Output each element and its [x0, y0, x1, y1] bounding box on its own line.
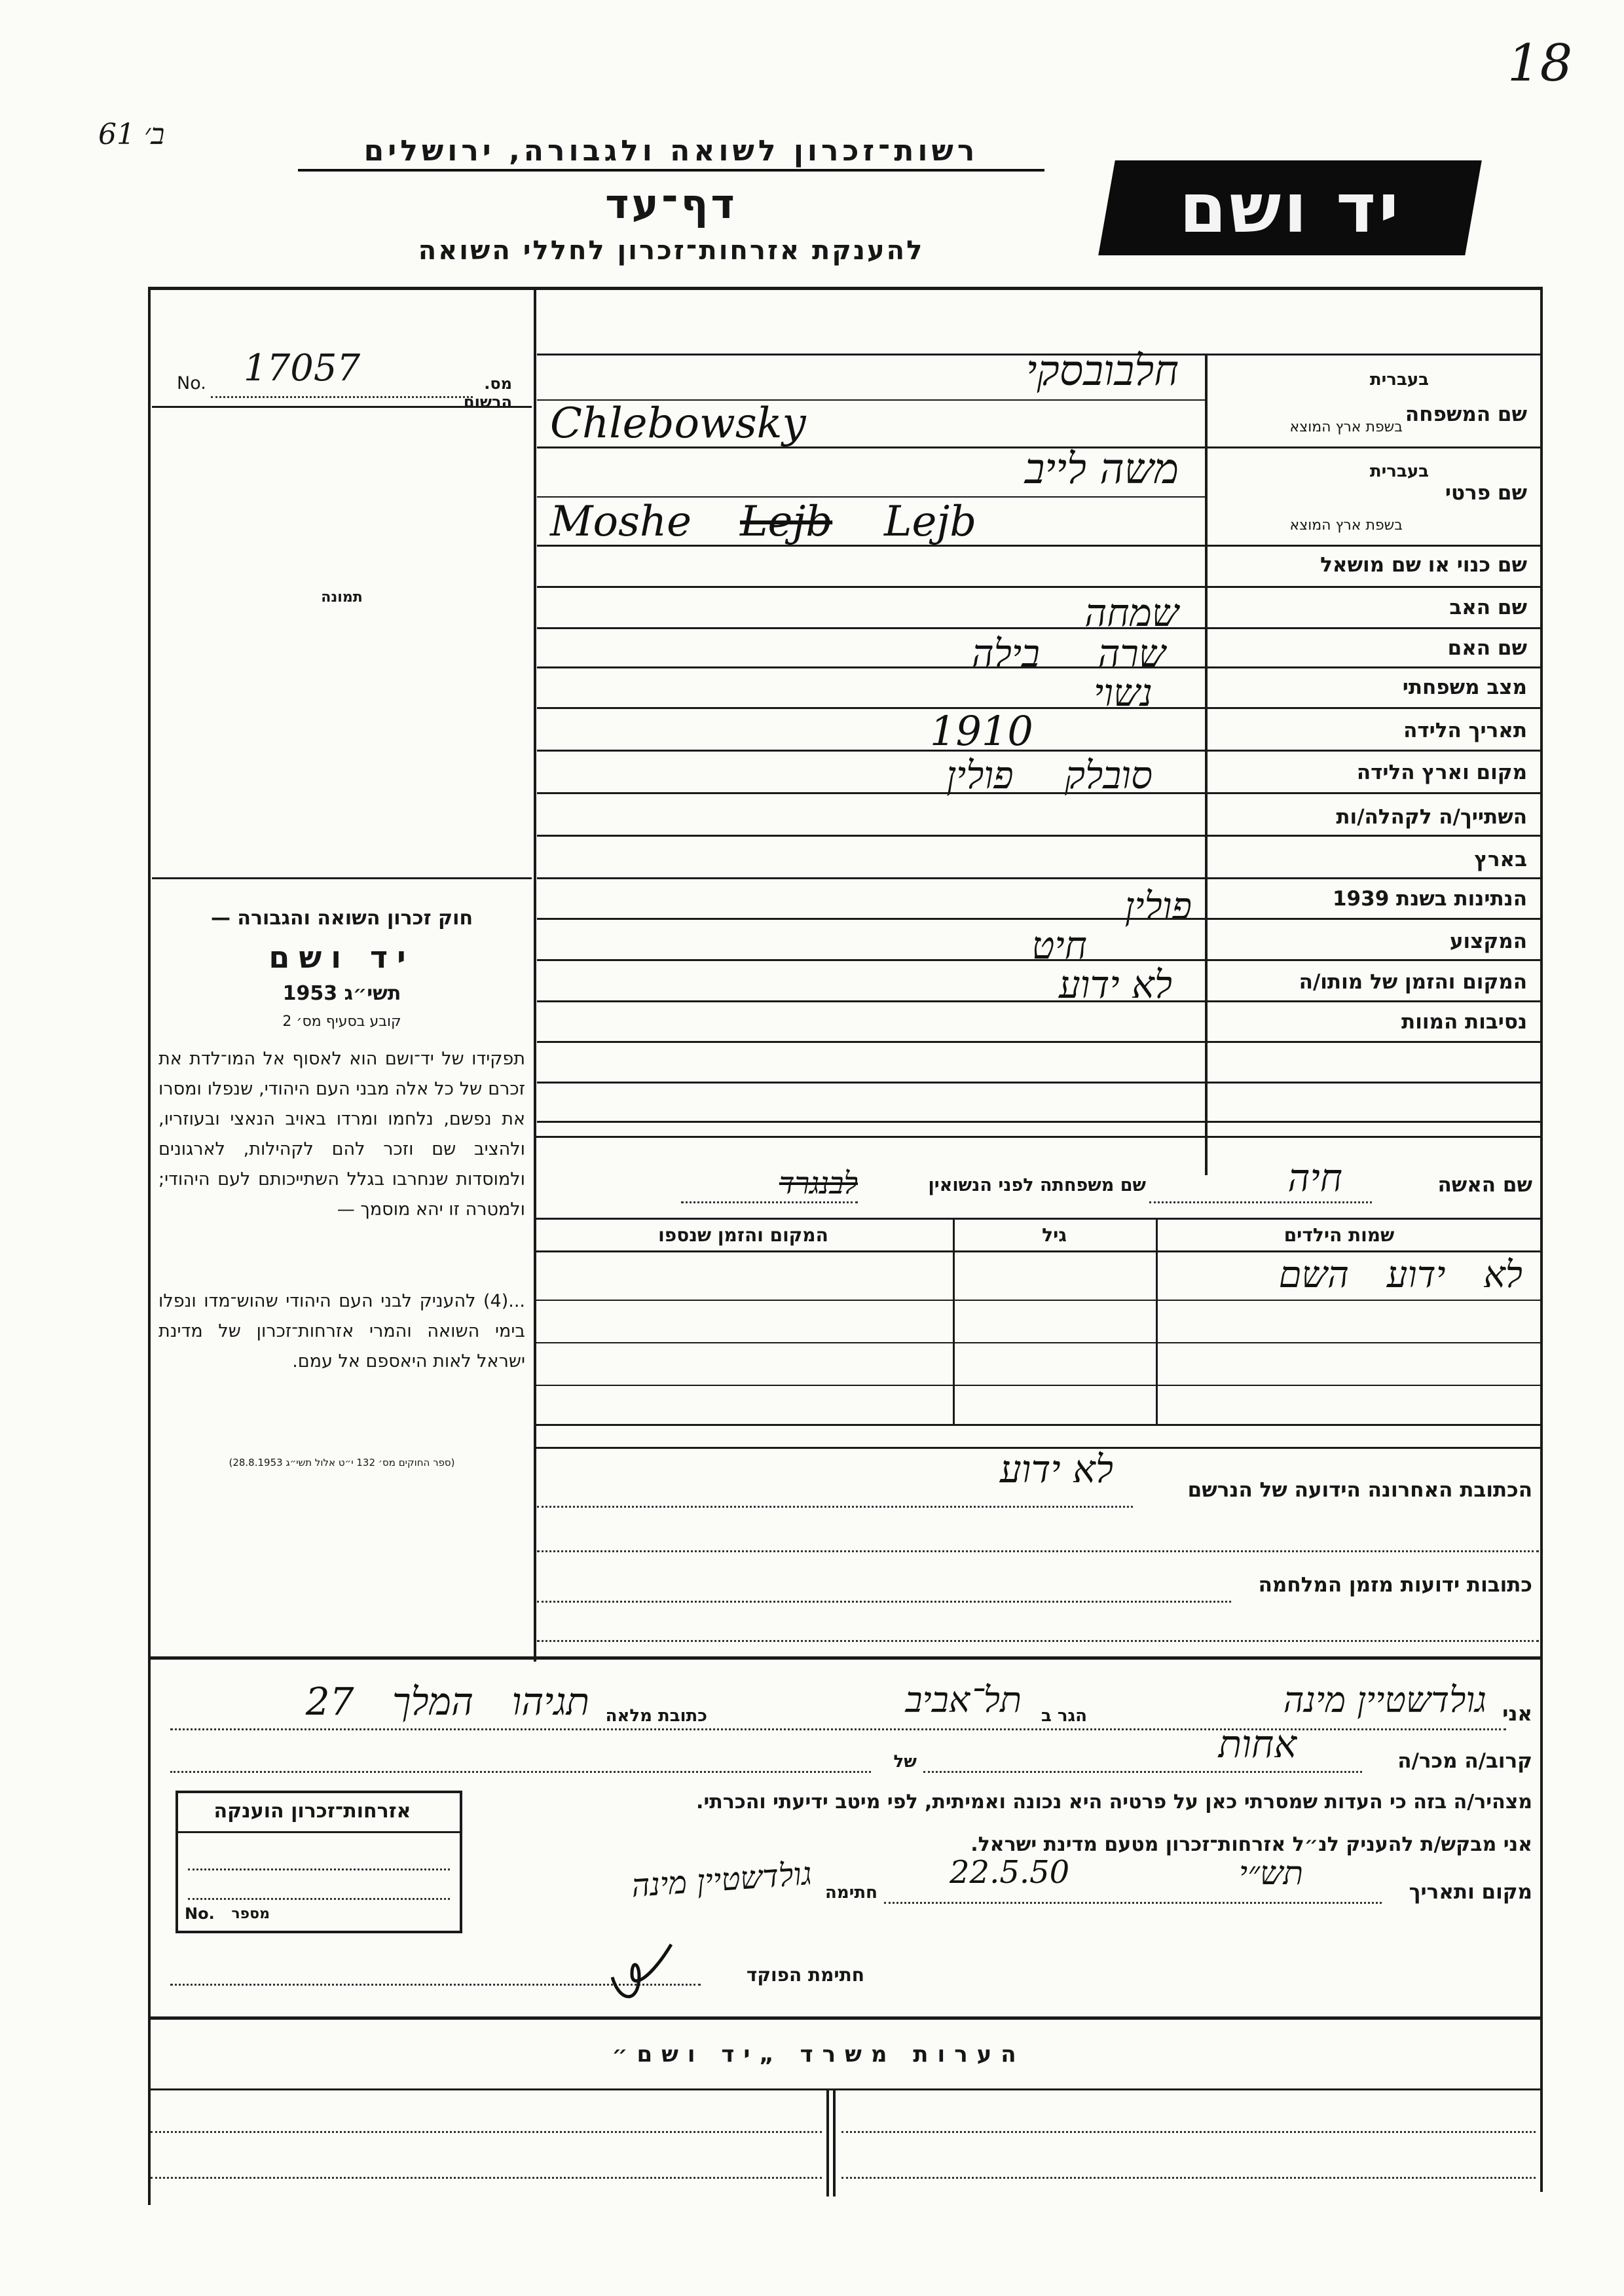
- label-country: בארץ: [1474, 848, 1527, 871]
- children-row-1-name: לא ידוע השם: [1278, 1254, 1522, 1296]
- photo-area-bottom: [152, 877, 532, 879]
- photo-area-top: [152, 406, 532, 408]
- label-last-name-hebrew: בעברית: [1369, 370, 1429, 390]
- logo-text: יד ושם: [1179, 168, 1401, 248]
- place-date-year: תש״י: [1239, 1854, 1303, 1892]
- law-year: תשי״ג 1953: [282, 982, 401, 1005]
- label-i: אני: [1502, 1702, 1532, 1726]
- wife-line: [1149, 1201, 1372, 1203]
- label-relative: קרוב/ה מכר/ה: [1397, 1749, 1532, 1773]
- last-name-hebrew: חלבובסקי: [1025, 347, 1179, 395]
- citizenship-1939: פולין: [1124, 884, 1192, 928]
- law-reference: (ספר החוקים מס׳ 132 י״ט אלול תשי״ג 28.8.1953): [229, 1457, 455, 1468]
- frame-top: [149, 287, 1543, 290]
- frame-right: [1540, 287, 1543, 2192]
- children-header-place-time: המקום והזמן שנספו: [658, 1224, 828, 1246]
- declarant-signature: גולדשטיין מינה: [630, 1855, 813, 1905]
- label-birth-place: מקום וארץ הלידה: [1356, 761, 1527, 784]
- first-name-origin-struck: Lejb: [740, 498, 833, 546]
- law-title: חוק זכרון השואה והגבורה —: [210, 907, 473, 930]
- yad-vashem-logo: [1098, 160, 1482, 255]
- label-marital-status: מצב משפחתי: [1402, 676, 1527, 699]
- photo-panel: [152, 347, 532, 1571]
- declaration-date: 22.5.50: [950, 1854, 1070, 1891]
- label-last-known-address: הכתובת האחרונה הידועה של הנרשם: [1187, 1478, 1532, 1502]
- wife-name: חיה: [1287, 1156, 1342, 1200]
- marital-status: נשוי: [1094, 670, 1153, 715]
- label-profession: המקצוע: [1449, 930, 1527, 953]
- last-known-address: לא ידוע: [999, 1447, 1113, 1491]
- label-birth-date: תאריך הלידה: [1403, 719, 1527, 742]
- reg-number-prefix: No.: [177, 373, 206, 393]
- first-name-hebrew: משה לייב: [1024, 445, 1179, 494]
- law-text-1: תפקידו של יד־ושם הוא לאסוף אל המו־לדת את זכרם של כל אלה מבני העם היהודי, שנפלו ומסרו את נפשם, נלחמו ומרדו באויב הנאצי ובעוזריו, ולהציב שם וזכר להם לקהילות, לארגונים ולמוסדות שנחרבו בגלל השתייכותם לעם היהודי; ולמטרה זו יהא מוסמך —: [158, 1049, 525, 1220]
- relation: אחות: [1218, 1722, 1297, 1766]
- children-header-age: גיל: [1042, 1224, 1067, 1246]
- citizenship-granted-title: אזרחות־זכרון הוענקה: [213, 1800, 411, 1823]
- death-place-time: לא ידוע: [1058, 962, 1172, 1007]
- page-number: 18: [1507, 34, 1573, 93]
- declaration-statement-1: מצהיר/ה בזה כי העדות שמסרתי כאן על פרטיה היא נכונה ואמיתית, לפי מיטב ידיעתי והכרתי.: [696, 1791, 1532, 1813]
- profession: חיט: [1031, 923, 1087, 968]
- children-table: [534, 1218, 1540, 1427]
- label-last-name: שם המשפחה: [1405, 403, 1527, 426]
- label-father: שם האב: [1449, 596, 1527, 619]
- personal-details: [537, 347, 1540, 1178]
- declaration-top: [148, 1656, 1543, 1660]
- law-text-2: ...(4) להעניק לבני העם היהודי שהוש־מדו ונפלו בימי השואה והמרי אזרחות־זכרון של מדינת ישראל לאות היאספם אל עמם.: [158, 1291, 525, 1372]
- law-clause: קובע בסעיף מס׳ 2: [282, 1013, 401, 1030]
- left-panel-divider: [534, 287, 536, 1662]
- label-wife-maiden: שם משפחתה לפני הנשואין: [928, 1175, 1146, 1195]
- label-first-name: שם פרטי: [1445, 481, 1527, 505]
- first-name-origin-prefix: Moshe: [550, 498, 692, 546]
- notes-top: [148, 2016, 1543, 2020]
- declarant-city: תל־אביב: [905, 1679, 1022, 1721]
- frame-left: [148, 287, 151, 2205]
- label-death-circumstances: נסיבות המוות: [1401, 1010, 1527, 1034]
- label-lives-in: הגר ב: [1041, 1706, 1087, 1726]
- notes-divider: [826, 2088, 829, 2196]
- label-signature: חתימה: [825, 1883, 877, 1903]
- first-name-origin-corrected: Lejb: [884, 498, 977, 546]
- wife-row-top: [534, 1136, 1542, 1138]
- wife-maiden-name: לבנגרד: [779, 1165, 858, 1201]
- children-header-names: שמות הילדים: [1283, 1224, 1395, 1246]
- label-full-address: כתובת מלאה: [605, 1706, 707, 1726]
- label-wartime-addresses: כתובות ידועות מזמן המלחמה: [1258, 1573, 1532, 1597]
- notes-title: הערות משרד „יד ושם״: [612, 2041, 1025, 2068]
- citizenship-number-prefix: No.: [185, 1904, 215, 1923]
- label-community: השתייך/ה לקהלה/ות: [1336, 805, 1527, 829]
- label-nickname: שם כנוי או שם מושאל: [1320, 553, 1527, 577]
- declarant-name: גולדשטיין מינה: [1283, 1679, 1486, 1721]
- officer-signature-mark: [606, 1938, 684, 2010]
- birth-place: סובלק פולין: [946, 753, 1153, 797]
- reg-number-value: 17057: [244, 347, 361, 390]
- declarant-address: תגיהו המלך 27: [305, 1679, 589, 1724]
- label-first-name-origin: בשפת ארץ המוצא: [1289, 517, 1403, 534]
- org-name: רשות־זכרון לשואה ולגבורה, ירושלים: [298, 134, 1044, 172]
- label-mother: שם האם: [1447, 636, 1527, 660]
- label-of: של: [893, 1752, 917, 1772]
- label-wife: שם האשה: [1437, 1173, 1532, 1197]
- father-name: שמחה: [1084, 591, 1179, 635]
- label-citizenship-1939: הנתינות בשנת 1939: [1332, 887, 1527, 911]
- corner-note: ב׳ 61: [98, 118, 165, 151]
- birth-date: 1910: [930, 707, 1033, 755]
- citizenship-number-label: מספר: [231, 1906, 270, 1922]
- mother-name: שרה בילה: [971, 631, 1166, 676]
- label-last-name-origin: בשפת ארץ המוצא: [1289, 419, 1403, 435]
- citizenship-granted-box: [175, 1791, 462, 1933]
- label-officer-signature: חתימת הפוקד: [746, 1964, 864, 1986]
- law-name: יד ושם: [268, 939, 415, 975]
- declaration-statement-2: אני מבקש/ת להעניק לנ״ל אזרחות־זכרון מטעם מדינת ישראל.: [970, 1833, 1532, 1856]
- label-place-date: מקום ותאריך: [1409, 1880, 1532, 1904]
- last-name-origin: Chlebowsky: [550, 399, 806, 448]
- label-first-name-hebrew: בעברית: [1369, 462, 1429, 481]
- photo-label: תמונה: [321, 589, 363, 606]
- reg-number-label: מס. הרשום: [463, 374, 512, 411]
- form-subtitle: להענקת אזרחות־זכרון לחללי השואה: [418, 236, 925, 266]
- wife-maiden-line: [681, 1201, 858, 1203]
- label-death-place-time: המקום והזמן של מותו/ה: [1299, 970, 1527, 994]
- form-title: דף־עד: [605, 180, 737, 228]
